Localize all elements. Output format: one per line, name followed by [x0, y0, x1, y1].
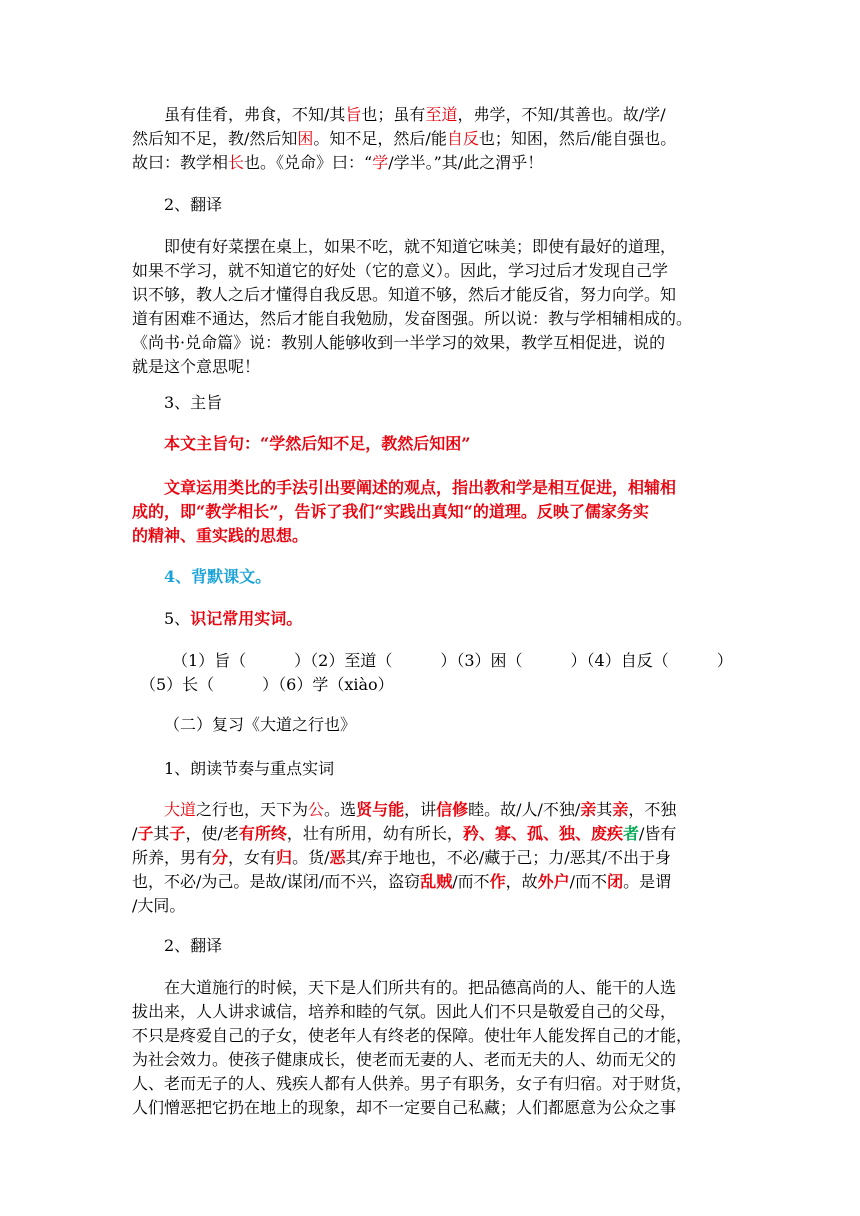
key-word: 恶	[329, 848, 346, 867]
heading-translation-1	[132, 193, 732, 217]
text-run: 识记常用实词。	[190, 609, 303, 628]
text-run: 其	[153, 824, 170, 843]
text-line: 拔出来，人人讲求诚信，培养和睦的气氛。因此人们不只是敬爱自己的父母，	[132, 1002, 677, 1021]
heading-translation-2	[132, 934, 732, 958]
heading-recite	[132, 565, 732, 589]
theme-paragraph	[132, 476, 732, 548]
text-run: 也。《兑命》曰：“	[244, 153, 373, 172]
heading-reading	[132, 757, 732, 781]
key-word: 乱贼	[420, 872, 453, 891]
text-line	[132, 846, 732, 870]
theme-sentence	[132, 432, 732, 456]
key-word: 孤	[526, 824, 543, 843]
text-line: 本文主旨句：“学然后知不足，教然后知困”	[164, 434, 471, 453]
text-run: 睦。故/人/不独/	[468, 800, 581, 819]
heading-text: 3、主旨	[164, 393, 223, 412]
text-run: /而不	[569, 872, 608, 891]
translation-paragraph-2	[132, 976, 732, 1120]
text-run: 。是谓	[623, 872, 672, 891]
words-exercise	[140, 649, 740, 697]
text-run: /	[132, 824, 138, 843]
text-run: ，壮有所用，幼有所长，	[286, 824, 463, 843]
key-word: 旨	[345, 105, 362, 124]
text-run: ，故	[505, 872, 538, 891]
text-line: /大同。	[132, 896, 186, 915]
text-line: 识不够，教人之后才懂得自我反思。知道不够，然后才能反省，努力向学。知	[132, 285, 677, 304]
text-run: 、	[478, 824, 495, 843]
heading-text: （二）复习《大道之行也》	[164, 715, 357, 734]
text-line	[132, 822, 732, 846]
heading-theme	[132, 391, 732, 415]
text-run: 。货/	[292, 848, 330, 867]
heading-words	[132, 607, 732, 631]
text-line: 文章运用类比的手法引出要阐述的观点，指出教和学是相互促进，相辅相	[164, 478, 677, 497]
key-word: 归	[276, 848, 293, 867]
text-run: 所养，男有	[132, 848, 213, 867]
text-run: 、	[542, 824, 559, 843]
original-text-paragraph	[132, 103, 732, 175]
heading-text: 2、翻译	[164, 195, 223, 214]
key-word: 困	[297, 129, 314, 148]
key-word: 至道	[425, 105, 458, 124]
key-word: 矜	[462, 824, 479, 843]
text-line	[132, 870, 732, 894]
key-word: 寡	[494, 824, 511, 843]
text-line: 《尚书·兑命篇》说：教别人能够收到一半学习的效果，教学互相促进，说的	[132, 333, 666, 352]
text-line: 道有困难不通达，然后才能自我勉励，发奋图强。所以说：教与学相辅相成的。	[132, 309, 693, 328]
text-run: ，讲	[404, 800, 437, 819]
text-run: /学半。”其/此之渭乎！	[388, 153, 544, 172]
text-run: 之行也，天下为	[196, 800, 309, 819]
text-line: 就是这个意思呢！	[132, 357, 261, 376]
dadao-text-paragraph	[132, 798, 732, 918]
text-run: ，使/老	[185, 824, 239, 843]
key-word: 子	[169, 824, 186, 843]
key-word: 长	[228, 153, 245, 172]
text-line: 成的，即“教学相长”，告诉了我们“实践出真知“的道理。反映了儒家务实	[132, 502, 649, 521]
key-word: 独	[558, 824, 575, 843]
text-run: 其/弃于地也，不必/藏于己；力/恶其/不出于身	[345, 848, 672, 867]
text-line: 不只是疼爱自己的子女，使老年人有终老的保障。使壮年人能发挥自己的才能，	[132, 1026, 693, 1045]
heading-text: 4、背默课文。	[164, 567, 272, 586]
text-line: （5）长（ ）（6）学（xiào）	[140, 675, 394, 694]
key-word: 闭	[607, 872, 624, 891]
translation-paragraph-1	[132, 235, 732, 379]
text-line	[132, 103, 732, 127]
key-word: 有所终	[238, 824, 287, 843]
key-word: 大道	[164, 800, 197, 819]
text-run: 也；虽有	[361, 105, 426, 124]
text-run: ，女有	[228, 848, 277, 867]
key-word: 亲	[612, 800, 629, 819]
text-line	[132, 798, 732, 822]
key-word: 信修	[436, 800, 469, 819]
heading-text	[132, 607, 732, 631]
text-run: 虽有佳肴，弗食，不知/其	[164, 105, 346, 124]
key-word: 子	[137, 824, 154, 843]
text-run: 。知不足，然后/能	[313, 129, 447, 148]
text-run: ，弗学，不知/其善也。故/学/	[457, 105, 666, 124]
text-line: 人、老而无子的人、残疾人都有人供养。男子有职务，女子有归宿。对于财货，	[132, 1074, 693, 1093]
key-word: 者	[623, 824, 640, 843]
key-word: 学	[372, 153, 389, 172]
text-line: 在大道施行的时候，天下是人们所共有的。把品德高尚的人、能干的人选	[164, 978, 677, 997]
text-run: 5、	[164, 609, 191, 628]
key-word: 亲	[580, 800, 597, 819]
text-run: 也；知困，然后/能自强也。	[478, 129, 677, 148]
text-line	[132, 151, 732, 175]
key-word: 废疾	[591, 824, 624, 843]
text-line: 为社会效力。使孩子健康成长，使老而无妻的人、老而无夫的人、幼而无父的	[132, 1050, 677, 1069]
key-word: 外户	[537, 872, 570, 891]
text-line	[132, 127, 732, 151]
text-line: （1）旨（ ）（2）至道（ ）（3）困（ ）（4）自反（ ）	[172, 651, 733, 670]
heading-text: 2、翻译	[164, 936, 223, 955]
heading-review	[132, 713, 732, 737]
key-word: 公	[308, 800, 325, 819]
text-run: 也，不必/为己。是故/谋闭/而不兴，盗窃	[132, 872, 421, 891]
text-line: 如果不学习，就不知道它的好处（它的意义）。因此，学习过后才发现自己学	[132, 261, 669, 280]
heading-text: 1、朗读节奏与重点实词	[164, 759, 335, 778]
text-run: 然后知不足，教/然后知	[132, 129, 298, 148]
text-line: 人们憎恶把它扔在地上的现象，却不一定要自己私藏；人们都愿意为公众之事	[132, 1098, 677, 1117]
key-word: 贤与能	[356, 800, 405, 819]
text-line: 的精神、重实践的思想。	[132, 526, 309, 545]
key-word: 分	[212, 848, 229, 867]
key-word: 作	[489, 872, 506, 891]
text-run: ，不独	[628, 800, 677, 819]
text-line: 即使有好菜摆在桌上，如果不吃，就不知道它味美；即使有最好的道理，	[164, 237, 677, 256]
text-run: 、	[510, 824, 527, 843]
text-run: 。选	[324, 800, 357, 819]
text-run: 、	[574, 824, 591, 843]
text-run: 故曰：教学相	[132, 153, 229, 172]
text-run: 其	[596, 800, 613, 819]
text-run: /而不	[452, 872, 490, 891]
key-word: 自反	[446, 129, 479, 148]
text-run: /皆有	[639, 824, 677, 843]
